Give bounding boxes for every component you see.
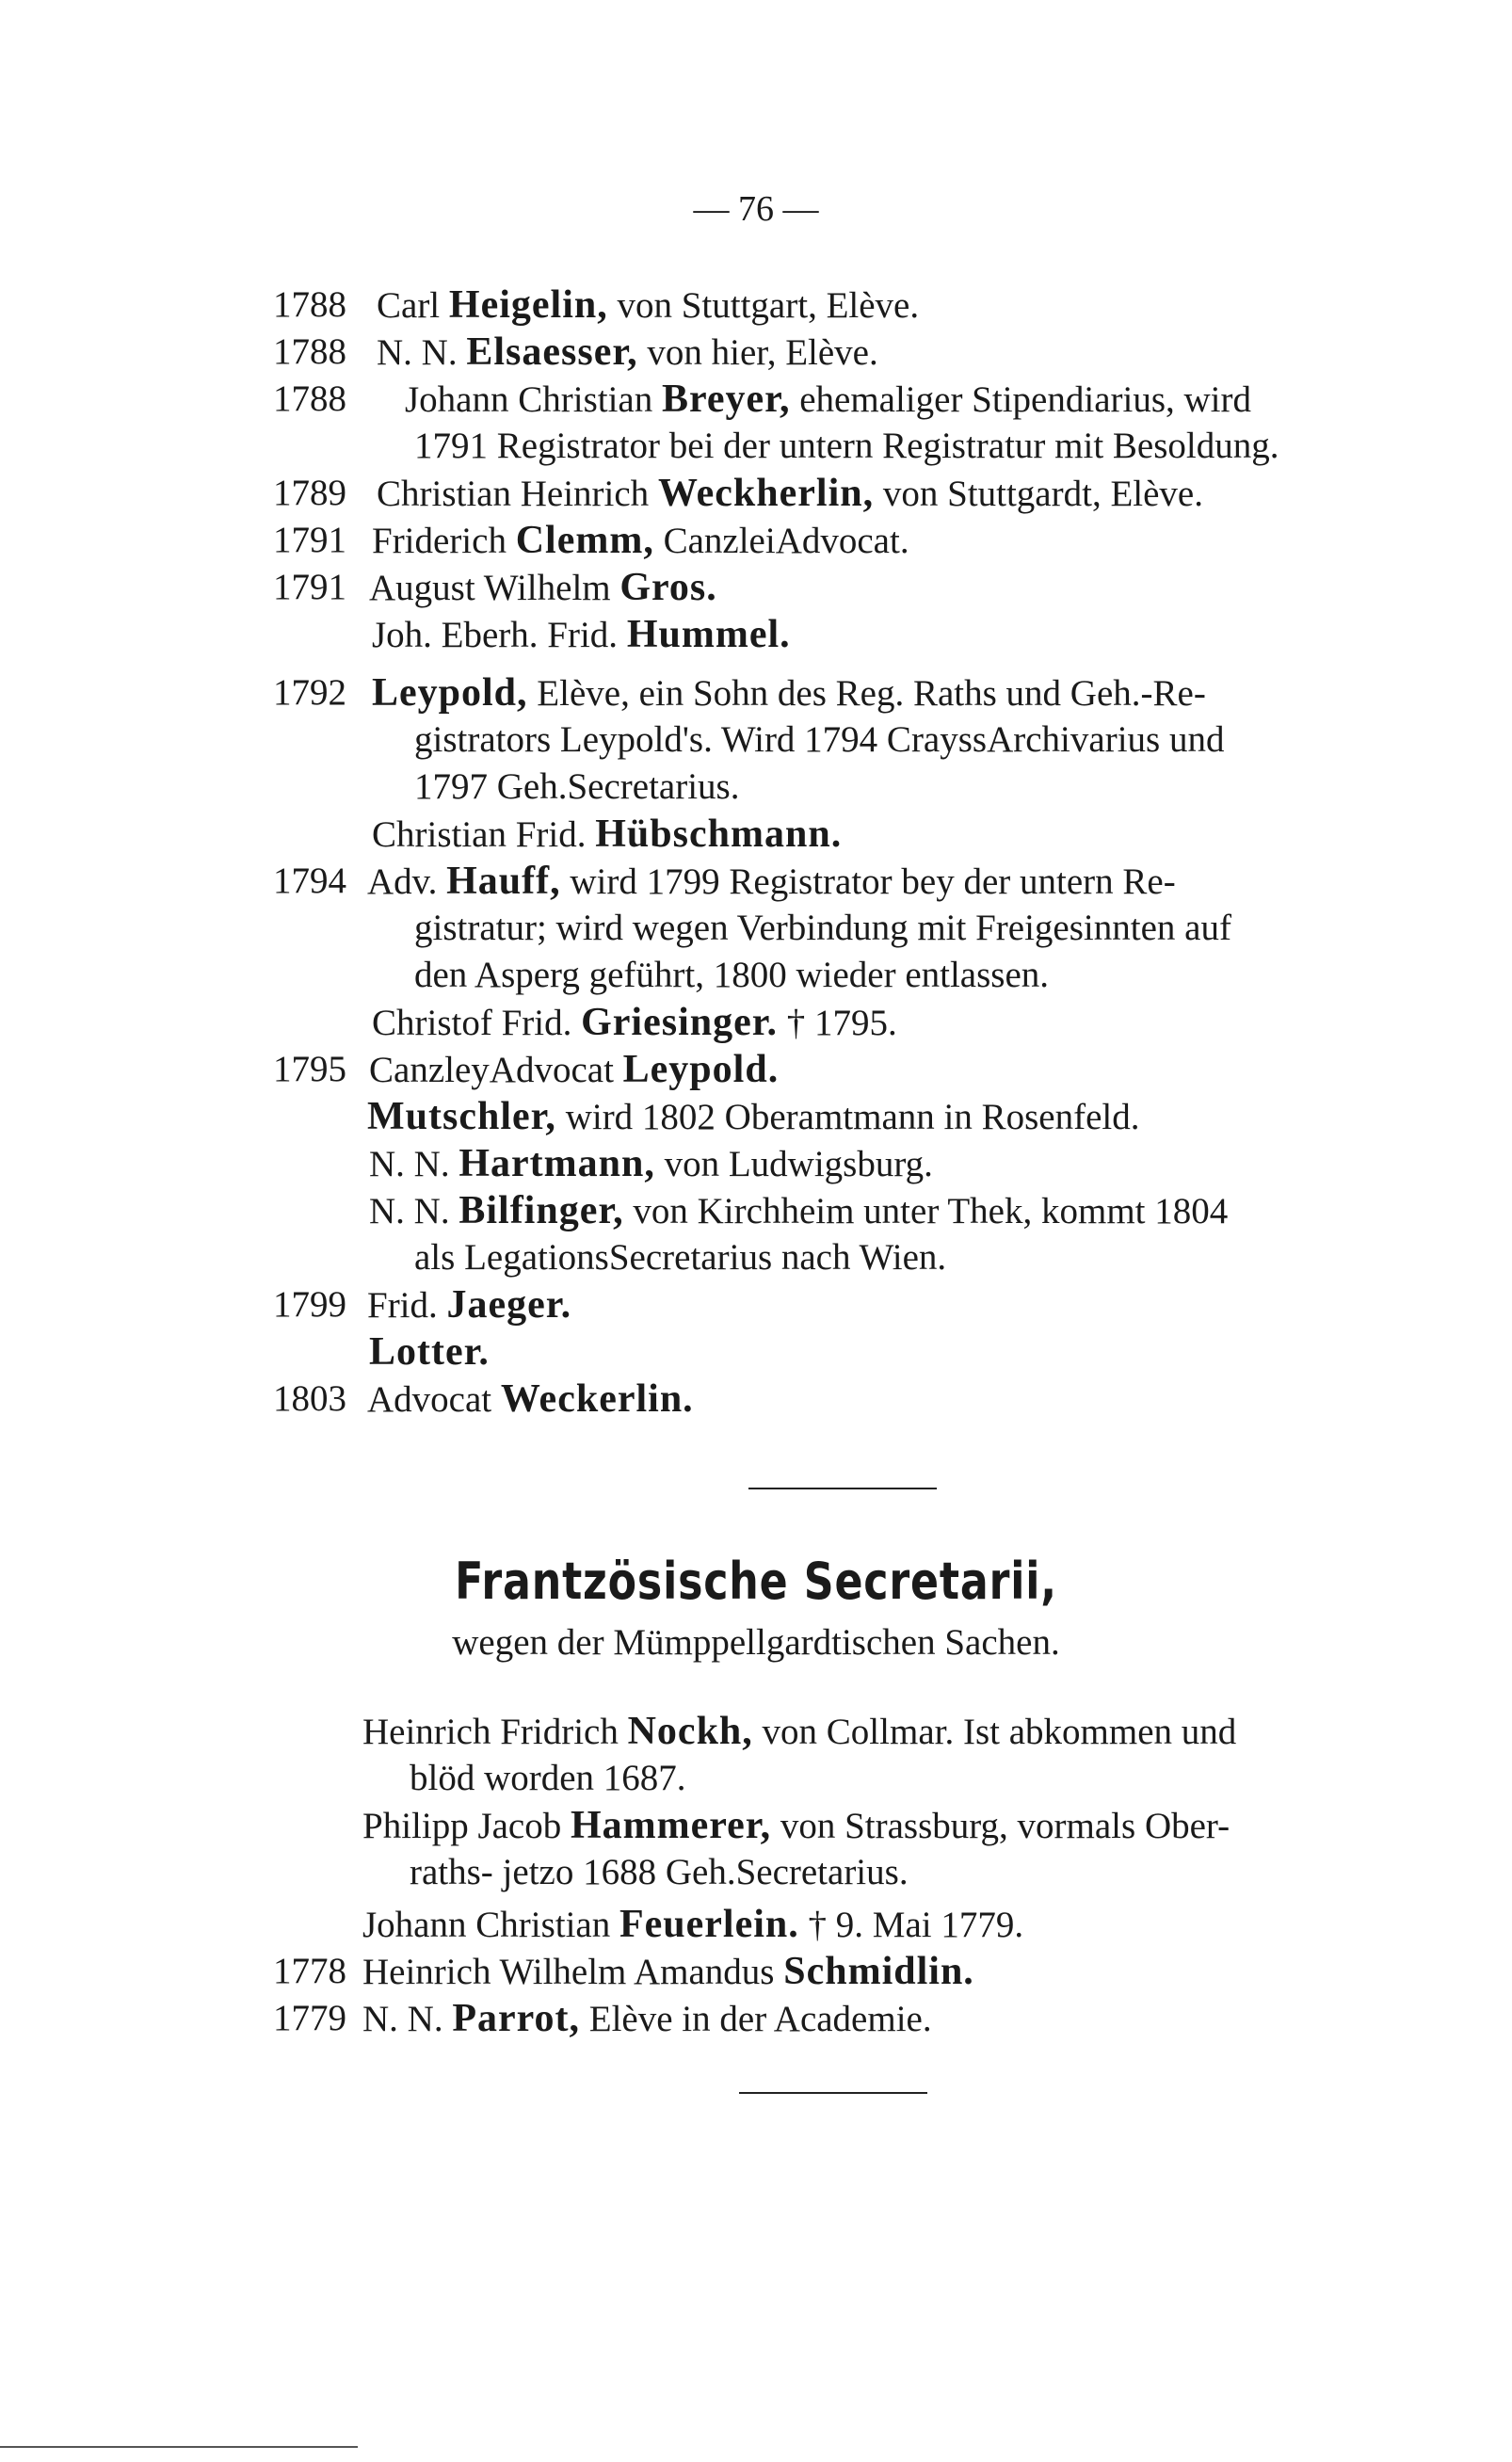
entry-prefix: August Wilhelm [369,568,620,608]
entry-suffix: wird 1802 Oberamtmann in Rosenfeld. [555,1097,1140,1137]
entry-year: 1788 [273,378,346,419]
person-surname: Gros. [619,566,717,609]
entry-prefix: Friderich [372,521,516,561]
entry-prefix: gistratur; wird wegen Verbindung mit Freigesinnten auf [414,908,1231,948]
entry-text [414,764,739,810]
entry-suffix: von Collmar. Ist abkommen und [752,1712,1237,1752]
entry-text [377,282,919,329]
entry-suffix: von Kirchheim unter Thek, kommt 1804 [623,1191,1229,1231]
person-surname: Lotter. [369,1330,490,1374]
entry-text [372,812,842,858]
divider-rule-bottom [739,2092,927,2094]
person-surname: Hübschmann. [595,813,843,856]
person-surname: Mutschler, [367,1095,556,1138]
entry-year: 1778 [273,1951,346,1991]
entry-prefix: Heinrich Wilhelm Amandus [362,1952,784,1992]
entry-suffix: von Stuttgart, Elève. [607,285,920,326]
entry-text [414,906,1231,951]
entry-text [377,330,878,376]
entry-prefix: Advocat [367,1379,501,1420]
person-surname: Schmidlin. [783,1950,974,1993]
person-surname: Weckerlin. [500,1377,694,1421]
person-surname: Jaeger. [446,1283,572,1327]
entry-year: 1792 [273,672,346,713]
entry-text [369,1188,1228,1234]
person-surname: Feuerlein. [619,1903,799,1946]
person-surname: Nockh, [627,1710,753,1753]
page-edge-line [0,2446,358,2448]
entry-prefix: raths- jetzo 1688 Geh.Secretarius. [410,1852,909,1892]
entry-text [410,1850,909,1895]
entry-suffix: von hier, Elève. [637,332,878,373]
entry-suffix: von Strassburg, vormals Ober- [771,1806,1231,1846]
person-surname: Elsaesser, [466,330,638,374]
entry-text [414,717,1224,763]
entry-prefix: N. N. [362,1999,453,2039]
entry-prefix: den Asperg geführt, 1800 wieder entlassen. [414,955,1050,995]
entry-year: 1791 [273,520,346,560]
entry-year: 1789 [273,473,346,513]
entry-prefix: Johann Christian [362,1905,619,1945]
entry-text [410,1756,686,1801]
entry-prefix: Philipp Jacob [362,1806,571,1846]
entry-prefix: Christian Heinrich [377,474,658,514]
entry-prefix: Joh. Eberh. Frid. [372,615,627,655]
entry-suffix: von Stuttgardt, Elève. [874,474,1203,514]
entry-prefix: gistrators Leypold's. Wird 1794 CrayssArchivarius und [414,719,1225,760]
entry-suffix: wird 1799 Registrator bey der untern Re- [560,861,1176,902]
entry-text [367,1376,694,1423]
person-surname: Bilfinger, [458,1189,624,1232]
entry-text [372,1000,897,1046]
entry-text [362,1949,974,1995]
entry-text [362,1803,1230,1849]
entry-text [369,1329,490,1376]
person-surname: Breyer, [661,378,791,421]
entry-prefix: Carl [377,285,449,326]
entry-year: 1795 [273,1049,346,1089]
entry-text [405,377,1251,423]
entry-prefix: Christof Frid. [372,1003,582,1043]
entry-prefix: Christian Frid. [372,814,596,855]
entry-suffix: ehemaliger Stipendiarius, wird [790,379,1251,420]
entry-year: 1788 [273,284,346,325]
entry-text [362,1996,932,2042]
entry-text [414,953,1049,998]
section-subheading: wegen der Mümppellgardtischen Sachen. [452,1622,1060,1663]
entry-text [414,424,1279,469]
entry-prefix: Heinrich Fridrich [362,1712,628,1752]
entry-text [369,1047,779,1093]
entry-suffix: Elève, ein Sohn des Reg. Raths und Geh.-Re- [527,673,1206,714]
entry-year: 1799 [273,1284,346,1325]
entry-year: 1791 [273,567,346,607]
person-surname: Weckherlin, [657,472,875,515]
entry-prefix: Johann Christian [405,379,662,420]
entry-prefix: N. N. [369,1144,459,1184]
entry-text [362,1902,1023,1948]
person-surname: Hummel. [626,613,791,656]
entry-text [372,612,791,658]
entry-prefix: 1797 Geh.Secretarius. [414,766,740,807]
entry-text [367,1094,1139,1140]
entry-text [369,1141,933,1187]
page-number: — 76 — [693,189,819,229]
entry-prefix: Adv. [367,861,447,902]
entry-year: 1779 [273,1998,346,2038]
entry-year: 1788 [273,331,346,372]
entry-prefix: als LegationsSecretarius nach Wien. [414,1237,947,1278]
entry-prefix: N. N. [377,332,467,373]
entry-year: 1794 [273,861,346,901]
person-surname: Leypold. [622,1048,780,1091]
entry-suffix: CanzleiAdvocat. [653,521,909,561]
entry-prefix: CanzleyAdvocat [369,1050,623,1090]
entry-text [369,565,717,611]
person-surname: Clemm, [515,519,654,562]
person-surname: Hauff, [446,860,561,903]
divider-rule [748,1488,937,1489]
person-surname: Hammerer, [571,1804,772,1847]
entry-text [414,1235,946,1280]
entry-prefix: Frid. [367,1285,447,1326]
person-surname: Parrot, [452,1997,581,2040]
entry-text [377,471,1203,517]
person-surname: Griesinger. [581,1001,779,1044]
person-surname: Leypold, [372,671,528,715]
entry-text [367,1282,571,1328]
entry-prefix: blöd worden 1687. [410,1758,686,1798]
entry-text [367,859,1176,905]
entry-prefix: 1791 Registrator bei der untern Registratur mit Besoldung. [414,426,1279,466]
entry-prefix: N. N. [369,1191,459,1231]
entry-text [372,518,909,564]
section-heading: Frantzösische Secretarii, [455,1552,1057,1611]
person-surname: Heigelin, [448,283,608,327]
entry-suffix: von Ludwigsburg. [654,1144,933,1184]
entry-suffix: † 9. Mai 1779. [798,1905,1024,1945]
entry-text [372,670,1206,716]
entry-text [362,1709,1236,1755]
entry-year: 1803 [273,1378,346,1419]
entry-suffix: Elève in der Academie. [580,1999,932,2039]
person-surname: Hartmann, [458,1142,655,1185]
entry-suffix: † 1795. [778,1003,897,1043]
